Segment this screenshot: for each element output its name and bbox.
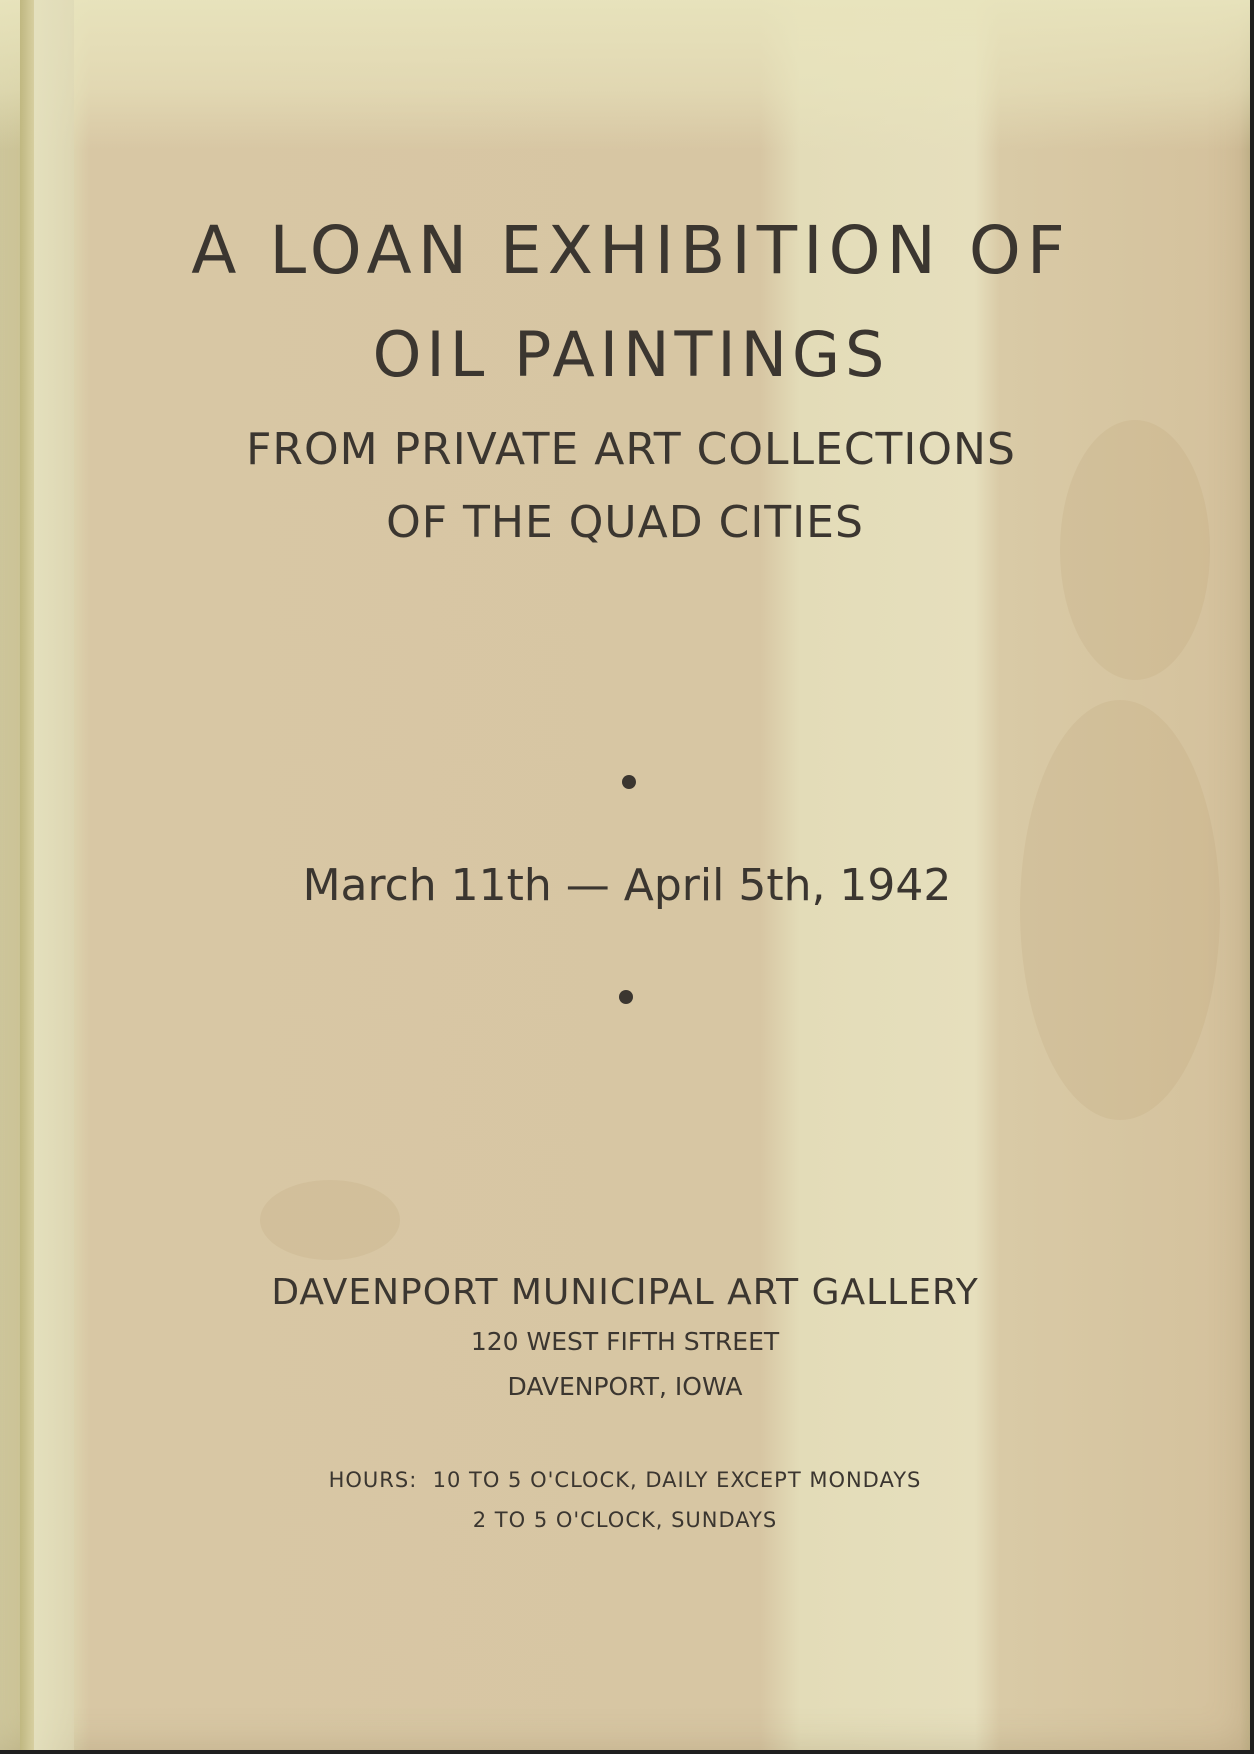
title-line-2: OIL PAINTINGS (372, 318, 890, 391)
title-line-1: A LOAN EXHIBITION OF (191, 212, 1071, 289)
street-address: 120 WEST FIFTH STREET (470, 1327, 780, 1356)
exhibition-dates: March 11th — April 5th, 1942 (302, 860, 952, 911)
gallery-name: DAVENPORT MUNICIPAL ART GALLERY (271, 1272, 979, 1313)
hours-line-1: HOURS: 10 TO 5 O'CLOCK, DAILY EXCEPT MONDAYS (328, 1468, 922, 1492)
city-state: DAVENPORT, IOWA (507, 1372, 743, 1401)
subtitle-line-2: OF THE QUAD CITIES (386, 497, 864, 548)
subtitle-line-1: FROM PRIVATE ART COLLECTIONS (246, 424, 1016, 475)
faded-top-area (0, 0, 1250, 150)
bullet-ornament-top (622, 775, 636, 789)
bullet-ornament-bottom (619, 990, 633, 1004)
paper-stain (260, 1180, 400, 1260)
hours-line-2: 2 TO 5 O'CLOCK, SUNDAYS (472, 1508, 778, 1532)
